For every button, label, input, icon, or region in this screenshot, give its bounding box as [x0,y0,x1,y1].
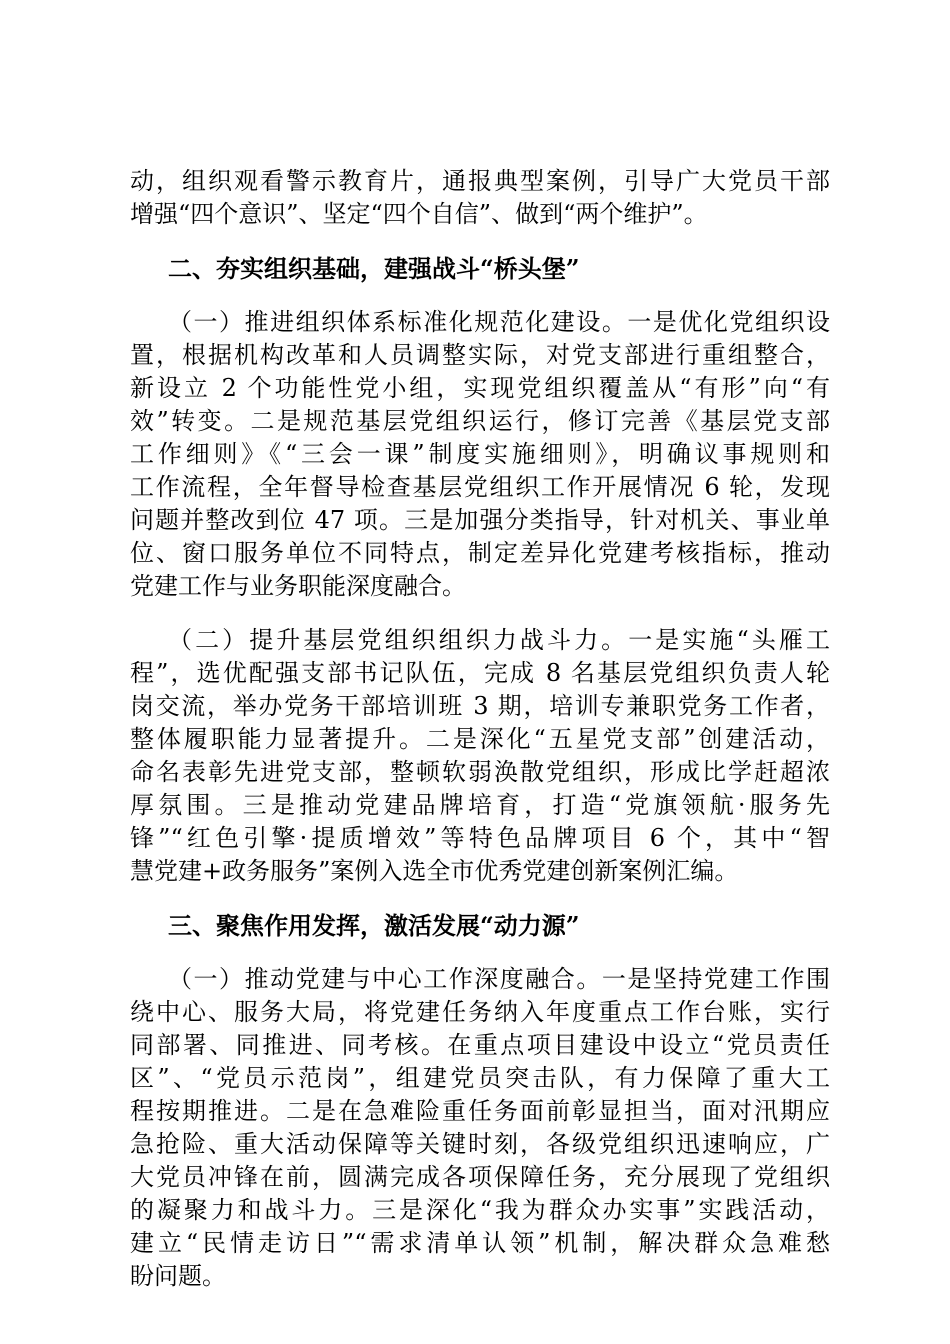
paragraph-intro [130,165,830,231]
section-heading-3: 三、聚焦作用发挥，激活发展“动力源” [168,911,580,940]
document-page [130,165,830,1314]
text-line: 党建工作与业务职能深度融合。 [130,572,466,600]
text-line: 工作流程，全年督导检查基层党组织工作开展情况 6 轮，发现 [130,473,830,501]
paragraph-3-1 [130,963,830,1293]
text-line: 程”，选优配强支部书记队伍，完成 8 名基层党组织负责人轮 [130,659,830,687]
text-line: 新设立 2 个功能性党小组，实现党组织覆盖从“有形”向“有 [130,374,830,402]
text-line: 急抢险、重大活动保障等关键时刻，各级党组织迅速响应，广 [130,1130,830,1158]
paragraph-2-1 [130,306,830,603]
text-line: 锋”“红色引擎·提质增效”等特色品牌项目 6 个，其中“智 [130,824,830,852]
text-line: 位、窗口服务单位不同特点，制定差异化党建考核指标，推动 [130,539,830,567]
text-line: 命名表彰先进党支部，整顿软弱涣散党组织，形成比学赶超浓 [130,758,830,786]
text-line: 绕中心、服务大局，将党建任务纳入年度重点工作台账，实行 [130,998,830,1026]
text-line: 厚氛围。三是推动党建品牌培育，打造“党旗领航·服务先 [130,791,830,819]
paragraph-2-2 [130,624,830,888]
text-line: 动，组织观看警示教育片，通报典型案例，引导广大党员干部 [130,167,830,195]
text-line: 建立“民情走访日”“需求清单认领”机制，解决群众急难愁 [130,1229,830,1257]
text-line: 的凝聚力和战斗力。三是深化“我为群众办实事”实践活动， [130,1196,830,1224]
text-line: （一）推动党建与中心工作深度融合。一是坚持党建工作围 [168,965,830,993]
text-line: 问题并整改到位 47 项。三是加强分类指导，针对机关、事业单 [130,506,830,534]
text-line: 岗交流，举办党务干部培训班 3 期，培训专兼职党务工作者， [130,692,830,720]
text-line: 慧党建+政务服务”案例入选全市优秀党建创新案例汇编。 [130,857,739,885]
text-line: 整体履职能力显著提升。二是深化“五星党支部”创建活动， [130,725,830,753]
text-line: 区”、“党员示范岗”，组建党员突击队，有力保障了重大工 [130,1064,830,1092]
text-line: 增强“四个意识”、坚定“四个自信”、做到“两个维护”。 [130,200,708,228]
text-line: （一）推进组织体系标准化规范化建设。一是优化党组织设 [168,308,830,336]
text-line: 同部署、同推进、同考核。在重点项目建设中设立“党员责任 [130,1031,830,1059]
text-line: 程按期推进。二是在急难险重任务面前彰显担当，面对汛期应 [130,1097,830,1125]
text-line: 效”转变。二是规范基层党组织运行，修订完善《基层党支部 [130,407,830,435]
text-line: 大党员冲锋在前，圆满完成各项保障任务，充分展现了党组织 [130,1163,830,1191]
section-heading-2: 二、夯实组织基础，建强战斗“桥头堡” [168,254,580,283]
text-line: 盼问题。 [130,1262,226,1290]
text-line: 置，根据机构改革和人员调整实际，对党支部进行重组整合， [130,341,830,369]
text-line: （二）提升基层党组织组织力战斗力。一是实施“头雁工 [168,626,830,654]
text-line: 工作细则》《“三会一课”制度实施细则》，明确议事规则和 [130,440,830,468]
